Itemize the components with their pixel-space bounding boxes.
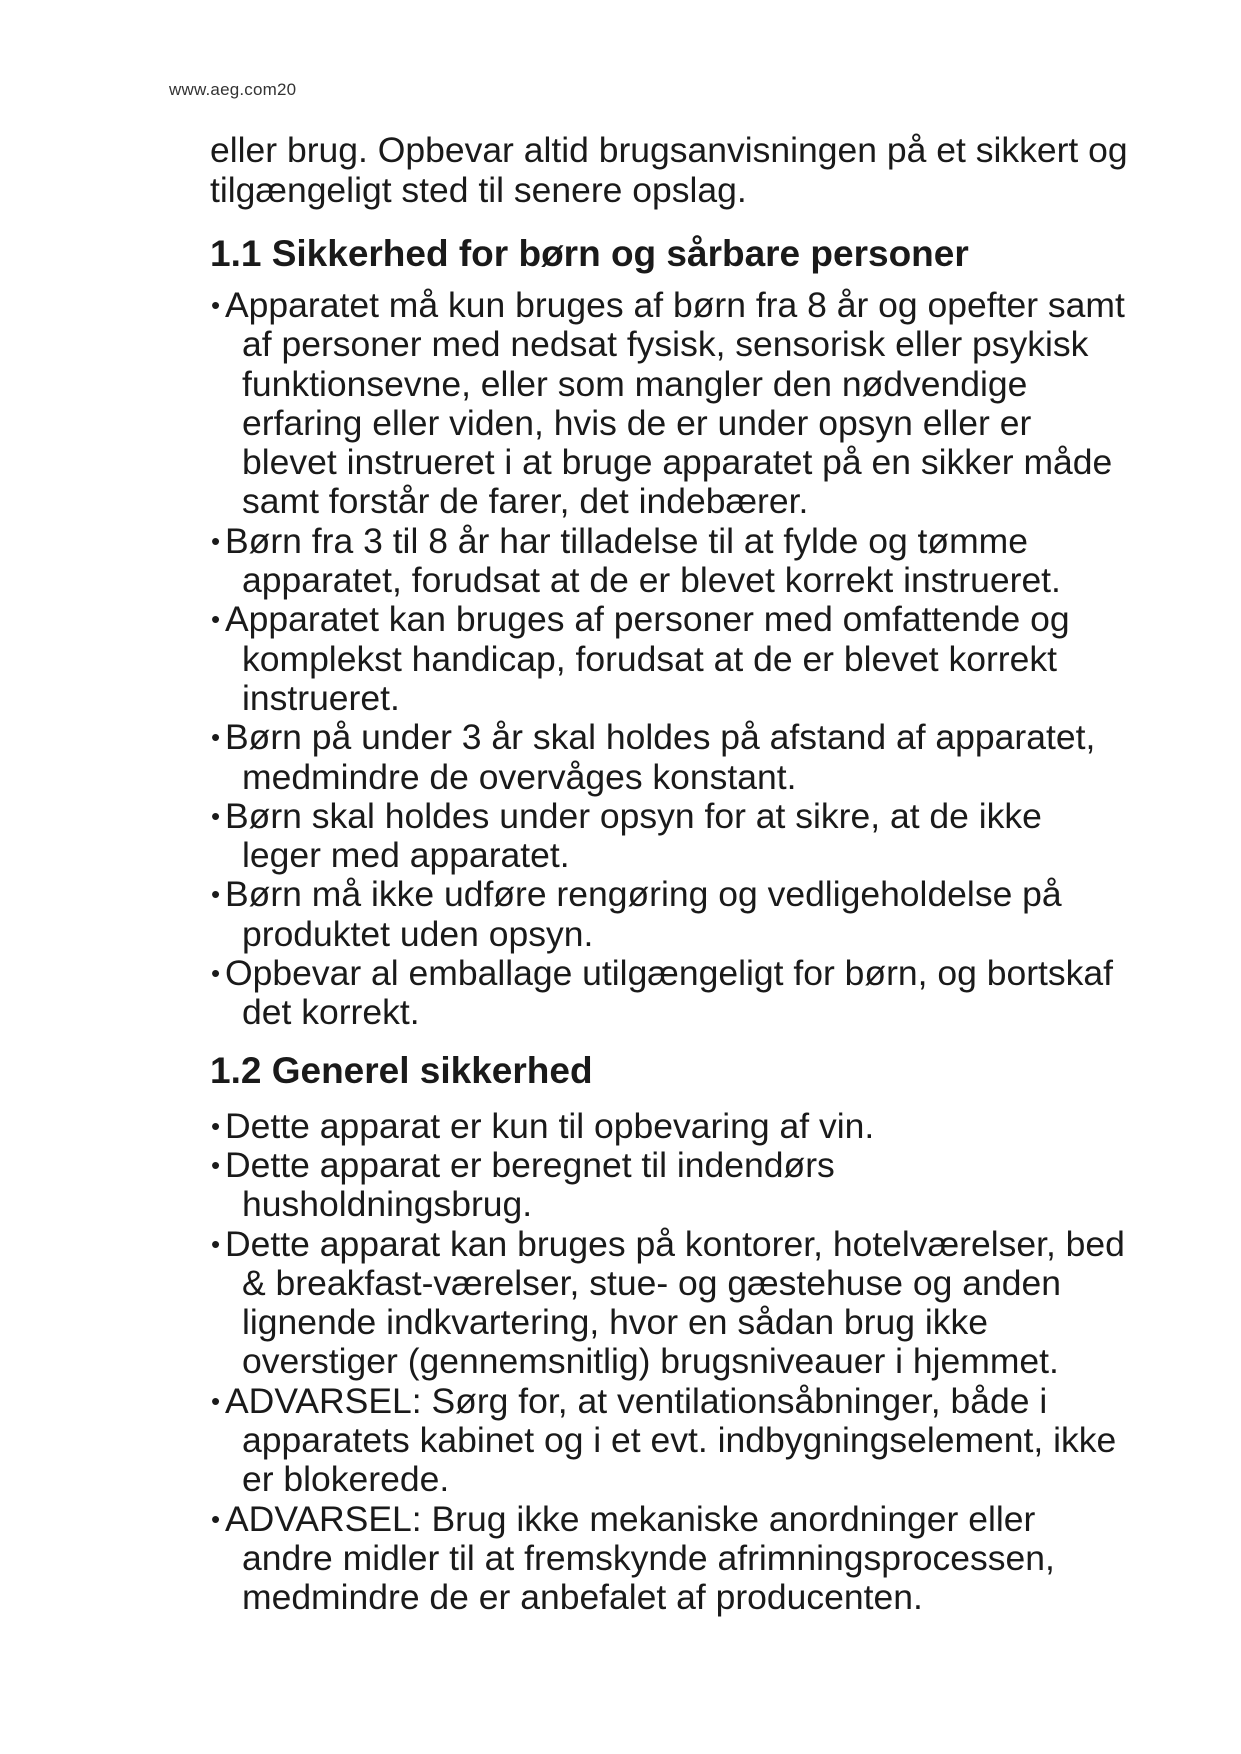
list-item: • Dette apparat kan bruges på kontorer, hotelværelser, bed & breakfast-værelser, stue- og gæstehuse og anden lignende indkvartering, hvor en sådan brug ikke overstiger (gennemsnitlig) brugsniveauer i hjemmet. — [211, 1223, 1125, 1382]
bullet-icon: • — [211, 722, 221, 753]
intro-paragraph: eller brug. Opbevar altid brugsanvisningen på et sikkert og tilgængeligt sted til senere opslag. — [210, 130, 1128, 210]
section-title-general-safety: 1.2 Generel sikkerhed — [210, 1049, 593, 1091]
list-item: • Apparatet kan bruges af personer med omfattende og komplekst handicap, forudsat at de er blevet korrekt instrueret. — [211, 599, 1070, 718]
list-item: • Børn fra 3 til 8 år har tilladelse til at fylde og tømme apparatet, forudsat at de er blevet korrekt instrueret. — [211, 520, 1061, 601]
list-item: • Dette apparat er kun til opbevaring af vin. — [211, 1105, 875, 1146]
bullet-icon: • — [211, 1503, 221, 1534]
list-item: • Opbevar al emballage utilgængeligt for børn, og bortskaf det korrekt. — [211, 953, 1113, 1033]
bullet-icon: • — [211, 1385, 221, 1416]
bullet-icon: • — [211, 1228, 221, 1259]
bullet-icon: • — [211, 290, 221, 320]
bullet-icon: • — [211, 525, 221, 556]
general-safety-list — [210, 1107, 1130, 1618]
bullet-icon: • — [211, 958, 221, 989]
section-title-children-safety: 1.1 Sikkerhed for børn og sårbare personer — [210, 233, 969, 274]
children-safety-list — [210, 286, 1130, 1033]
bullet-icon: • — [211, 604, 221, 635]
bullet-icon: • — [211, 1149, 221, 1180]
list-item: • Børn på under 3 år skal holdes på afstand af apparatet, medmindre de overvåges konstant. — [211, 717, 1096, 797]
document-body — [210, 130, 1130, 1618]
page-header: www.aeg.com20 — [169, 80, 297, 99]
bullet-icon: • — [211, 879, 221, 910]
list-item: • Børn skal holdes under opsyn for at sikre, at de ikke leger med apparatet. — [211, 795, 1042, 876]
bullet-icon: • — [211, 800, 221, 831]
bullet-icon: • — [211, 1110, 221, 1141]
list-item: • Apparatet må kun bruges af børn fra 8 år og opefter samt af personer med nedsat fysisk, sensorisk eller psykisk funktionsevne, eller som mangler den nødvendige erfaring eller viden, hvis de er under opsyn eller er blevet instrueret i at bruge apparatet på en sikker måde samt forstår de farer, det indebærer. — [211, 285, 1125, 522]
list-item: • Dette apparat er beregnet til indendørs husholdningsbrug. — [211, 1144, 835, 1225]
list-item: • ADVARSEL: Sørg for, at ventilationsåbninger, både i apparatets kabinet og i et evt. indbygningselement, ikke er blokerede. — [211, 1380, 1117, 1500]
list-item: • Børn må ikke udføre rengøring og vedligeholdelse på produktet uden opsyn. — [211, 874, 1062, 954]
list-item: • ADVARSEL: Brug ikke mekaniske anordninger eller andre midler til at fremskynde afrimningsprocessen, medmindre de er anbefalet af producenten. — [211, 1498, 1055, 1618]
